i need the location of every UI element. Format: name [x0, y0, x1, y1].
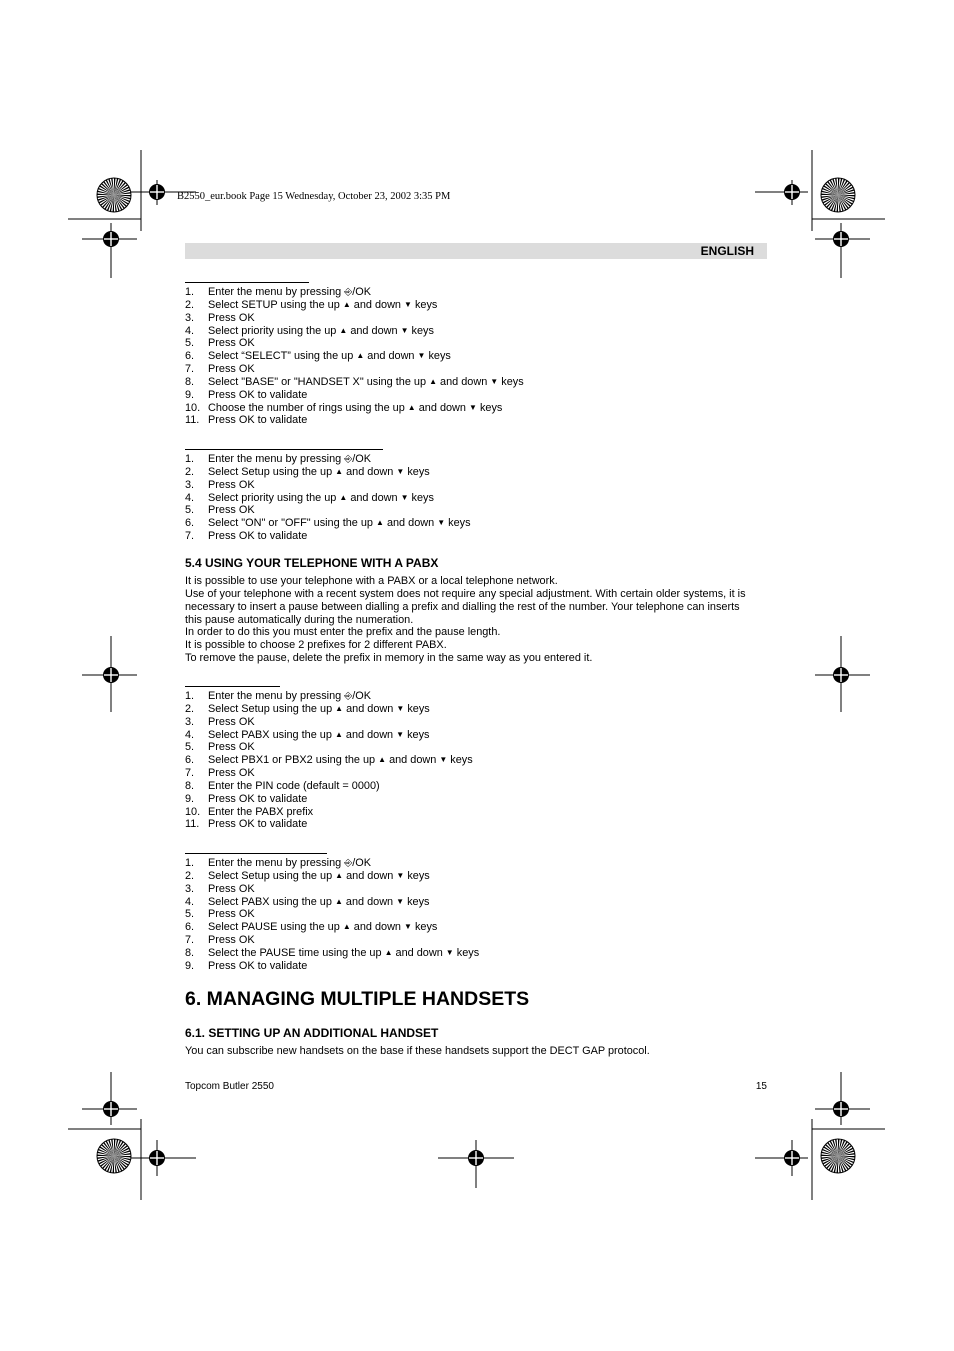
list-item — [185, 312, 524, 325]
step-number: 4. — [185, 728, 195, 741]
up-arrow-icon: ▲ — [342, 299, 351, 309]
down-arrow-icon: ▼ — [437, 518, 446, 528]
up-arrow-icon: ▲ — [384, 947, 393, 957]
step-text: Press OK to validate — [208, 792, 308, 805]
list-item — [185, 690, 473, 703]
up-arrow-icon: ▲ — [407, 402, 416, 412]
list-item — [185, 389, 524, 402]
step-text: and down — [343, 702, 397, 715]
step-number: 9. — [185, 792, 195, 805]
list-item — [185, 921, 479, 934]
step-number: 5. — [185, 504, 195, 517]
step-number: 8. — [185, 375, 195, 388]
up-arrow-icon: ▲ — [339, 492, 348, 502]
step-text: Select "ON" or "OFF" using the up — [208, 517, 376, 530]
step-number: 6. — [185, 350, 195, 363]
step-number: 4. — [185, 895, 195, 908]
steps-list — [185, 286, 524, 427]
step-number: 2. — [185, 702, 195, 715]
step-text: Press OK — [208, 337, 255, 350]
list-item — [185, 504, 471, 517]
menu-key-icon: ⎆ — [344, 858, 353, 869]
step-text: Press OK — [208, 767, 255, 780]
step-text: Select priority using the up — [208, 324, 340, 337]
step-text: Select “SELECT” using the up — [208, 350, 357, 363]
pabx-paragraph — [185, 575, 770, 665]
steps-list — [185, 690, 473, 831]
step-text: keys — [476, 401, 503, 414]
up-arrow-icon: ▲ — [335, 703, 344, 713]
step-text: Select SETUP using the up — [208, 298, 343, 311]
step-text: Press OK to validate — [208, 530, 308, 543]
step-text: keys — [445, 517, 471, 530]
step-text: Select PABX using the up — [208, 728, 335, 741]
list-item — [185, 857, 479, 870]
list-item — [185, 299, 524, 312]
list-item — [185, 754, 473, 767]
step-text: and down — [383, 517, 438, 530]
step-text: Select PAUSE using the up — [208, 921, 343, 934]
step-text: keys — [411, 298, 438, 311]
step-text: and down — [343, 869, 397, 882]
footer-product: Topcom Butler 2550 — [185, 1081, 274, 1092]
step-text: Select PABX using the up — [208, 895, 335, 908]
step-number: 3. — [185, 882, 195, 895]
list-item — [185, 908, 479, 921]
list-item — [185, 286, 524, 299]
step-text: keys — [408, 324, 434, 337]
step-text: Select the PAUSE time using the up — [208, 946, 385, 959]
step-text: Select Setup using the up — [208, 869, 336, 882]
down-arrow-icon: ▼ — [404, 922, 412, 932]
list-item — [185, 703, 473, 716]
step-number: 6. — [185, 754, 195, 767]
step-text: keys — [404, 895, 430, 908]
list-item — [185, 517, 471, 530]
step-text: Press OK — [208, 715, 255, 728]
step-text: Press OK to validate — [208, 959, 308, 972]
step-text: /OK — [352, 286, 371, 298]
step-text: and down — [350, 298, 405, 311]
list-item — [185, 350, 524, 363]
down-arrow-icon: ▼ — [396, 703, 405, 713]
step-number: 5. — [185, 908, 195, 921]
step-text: Press OK — [208, 741, 255, 754]
down-arrow-icon: ▼ — [417, 351, 426, 361]
list-item — [185, 741, 473, 754]
step-number: 1. — [185, 857, 195, 869]
step-number: 7. — [185, 934, 195, 947]
menu-key-icon: ⎆ — [344, 691, 353, 702]
step-text: Press OK to validate — [208, 414, 308, 427]
step-text: Select PBX1 or PBX2 using the up — [208, 754, 379, 767]
down-arrow-icon: ▼ — [404, 299, 412, 309]
up-arrow-icon: ▲ — [342, 922, 351, 932]
step-text: Press OK — [208, 478, 255, 491]
section-heading-rule — [185, 686, 280, 687]
menu-key-icon: ⎆ — [344, 454, 353, 465]
step-number: 10. — [185, 401, 201, 414]
step-text: and down — [415, 401, 470, 414]
list-item — [185, 793, 473, 806]
steps-list — [185, 453, 471, 543]
step-text: and down — [343, 465, 397, 478]
down-arrow-icon: ▼ — [396, 870, 405, 880]
step-text: keys — [447, 754, 473, 767]
step-number: 7. — [185, 767, 195, 780]
step-text: Enter the PABX prefix — [208, 805, 314, 818]
step-number: 7. — [185, 363, 195, 376]
up-arrow-icon: ▲ — [378, 755, 387, 765]
list-item — [185, 363, 524, 376]
paragraph-line: It is possible to use your telephone with a PABX or a local telephone network. — [185, 575, 558, 587]
list-item — [185, 883, 479, 896]
down-arrow-icon: ▼ — [400, 325, 409, 335]
footer-page-number: 15 — [755, 1081, 767, 1092]
step-number: 2. — [185, 869, 195, 882]
pabx-heading: 5.4 USING YOUR TELEPHONE WITH A PABX — [185, 556, 439, 570]
step-text: and down — [364, 350, 418, 363]
step-text: and down — [347, 324, 401, 337]
step-text: Select Setup using the up — [208, 702, 336, 715]
step-text: Press OK — [208, 882, 255, 895]
step-text: keys — [404, 702, 430, 715]
section-heading-rule — [185, 282, 309, 283]
list-item — [185, 780, 473, 793]
paragraph-line: In order to do this you must enter the prefix and the pause length. — [185, 626, 501, 639]
step-number: 3. — [185, 715, 195, 728]
step-number: 11. — [185, 818, 200, 831]
chapter-title: 6. MANAGING MULTIPLE HANDSETS — [185, 988, 530, 1010]
list-item — [185, 767, 473, 780]
step-text: and down — [342, 728, 397, 741]
list-item — [185, 934, 479, 947]
list-item — [185, 402, 524, 415]
step-text: and down — [437, 375, 491, 388]
down-arrow-icon: ▼ — [490, 376, 499, 386]
step-number: 6. — [185, 517, 195, 530]
list-item — [185, 716, 473, 729]
down-arrow-icon: ▼ — [445, 947, 454, 957]
step-text: Select "BASE" or "HANDSET X" using the up — [208, 375, 430, 388]
step-text: and down — [386, 754, 440, 767]
step-number: 11. — [185, 414, 200, 427]
down-arrow-icon: ▼ — [400, 492, 409, 502]
step-text: Enter the menu by pressing — [208, 453, 345, 465]
step-text: and down — [347, 491, 401, 504]
step-number: 2. — [185, 465, 195, 478]
step-number: 1. — [185, 453, 195, 465]
step-number: 2. — [185, 298, 195, 311]
paragraph-line: It is possible to choose 2 prefixes for 2 different PABX. — [185, 639, 447, 652]
step-text: keys — [408, 491, 434, 504]
step-text: Enter the menu by pressing — [208, 286, 345, 298]
paragraph-line: this pause automatically during the numeration. — [185, 613, 414, 626]
list-item — [185, 376, 524, 389]
step-text: keys — [404, 728, 430, 741]
up-arrow-icon: ▲ — [356, 351, 365, 361]
paragraph-line: Use of your telephone with a recent system does not require any special adjustment. With certain older systems, it is — [185, 587, 746, 600]
step-text: keys — [404, 869, 430, 882]
list-item — [185, 466, 471, 479]
list-item — [185, 729, 473, 742]
step-number: 4. — [185, 491, 195, 504]
step-number: 8. — [185, 779, 195, 792]
list-item — [185, 479, 471, 492]
section-heading-rule — [185, 449, 383, 450]
list-item — [185, 414, 524, 427]
down-arrow-icon: ▼ — [439, 755, 448, 765]
step-text: and down — [350, 921, 405, 934]
step-text: /OK — [352, 857, 371, 869]
list-item — [185, 960, 479, 973]
step-number: 5. — [185, 337, 195, 350]
up-arrow-icon: ▲ — [339, 325, 348, 335]
up-arrow-icon: ▲ — [334, 729, 343, 739]
up-arrow-icon: ▲ — [376, 518, 384, 528]
step-text: keys — [411, 921, 438, 934]
step-text: keys — [498, 375, 524, 388]
list-item — [185, 818, 473, 831]
step-text: /OK — [352, 690, 371, 702]
language-bar — [185, 243, 767, 259]
down-arrow-icon: ▼ — [396, 896, 405, 906]
step-number: 3. — [185, 311, 195, 324]
step-text: Press OK — [208, 504, 255, 517]
paragraph-line: To remove the pause, delete the prefix in memory in the same way as you entered it. — [185, 652, 593, 665]
up-arrow-icon: ▲ — [334, 896, 343, 906]
step-text: Choose the number of rings using the up — [208, 401, 408, 414]
step-text: Enter the menu by pressing — [208, 690, 345, 702]
step-text: Select Setup using the up — [208, 465, 336, 478]
step-text: /OK — [352, 453, 371, 465]
down-arrow-icon: ▼ — [396, 466, 405, 476]
step-number: 3. — [185, 478, 195, 491]
list-item — [185, 947, 479, 960]
down-arrow-icon: ▼ — [469, 402, 477, 412]
step-number: 1. — [185, 286, 195, 298]
step-number: 7. — [185, 530, 195, 543]
steps-list — [185, 857, 479, 973]
menu-key-icon: ⎆ — [344, 287, 353, 298]
list-item — [185, 337, 524, 350]
step-text: Press OK — [208, 908, 255, 921]
step-number: 6. — [185, 921, 195, 934]
up-arrow-icon: ▲ — [335, 870, 344, 880]
section-heading-rule — [185, 853, 327, 854]
chapter-text: You can subscribe new handsets on the base if these handsets support the DECT GAP protocol. — [185, 1045, 650, 1057]
step-text: Press OK to validate — [208, 818, 308, 831]
list-item — [185, 492, 471, 505]
language-label: ENGLISH — [700, 244, 754, 258]
list-item — [185, 806, 473, 819]
list-item — [185, 870, 479, 883]
step-number: 5. — [185, 741, 195, 754]
step-text: and down — [342, 895, 397, 908]
step-text: and down — [392, 946, 446, 959]
step-number: 9. — [185, 959, 195, 972]
step-text: Press OK — [208, 311, 255, 324]
up-arrow-icon: ▲ — [429, 376, 437, 386]
list-item — [185, 453, 471, 466]
step-number: 10. — [185, 805, 201, 818]
step-text: Select priority using the up — [208, 491, 340, 504]
step-text: keys — [425, 350, 451, 363]
up-arrow-icon: ▲ — [335, 466, 344, 476]
step-number: 4. — [185, 324, 195, 337]
step-text: keys — [404, 465, 430, 478]
book-info: B2550_eur.book Page 15 Wednesday, October 23, 2002 3:35 PM — [177, 191, 451, 202]
down-arrow-icon: ▼ — [396, 729, 405, 739]
step-text: Enter the menu by pressing — [208, 857, 345, 869]
chapter-subheading: 6.1. SETTING UP AN ADDITIONAL HANDSET — [185, 1026, 439, 1040]
step-text: keys — [453, 946, 480, 959]
list-item — [185, 530, 471, 543]
step-text: Press OK to validate — [208, 388, 308, 401]
step-text: Press OK — [208, 934, 255, 947]
step-text: Press OK — [208, 363, 255, 376]
step-number: 8. — [185, 946, 195, 959]
step-text: Enter the PIN code (default = 0000) — [208, 779, 380, 792]
list-item — [185, 325, 524, 338]
paragraph-line: necessary to insert a pause between dialling a prefix and dialling the rest of the number. Your telephone can inserts — [185, 600, 740, 613]
list-item — [185, 896, 479, 909]
step-number: 1. — [185, 690, 195, 702]
step-number: 9. — [185, 388, 195, 401]
